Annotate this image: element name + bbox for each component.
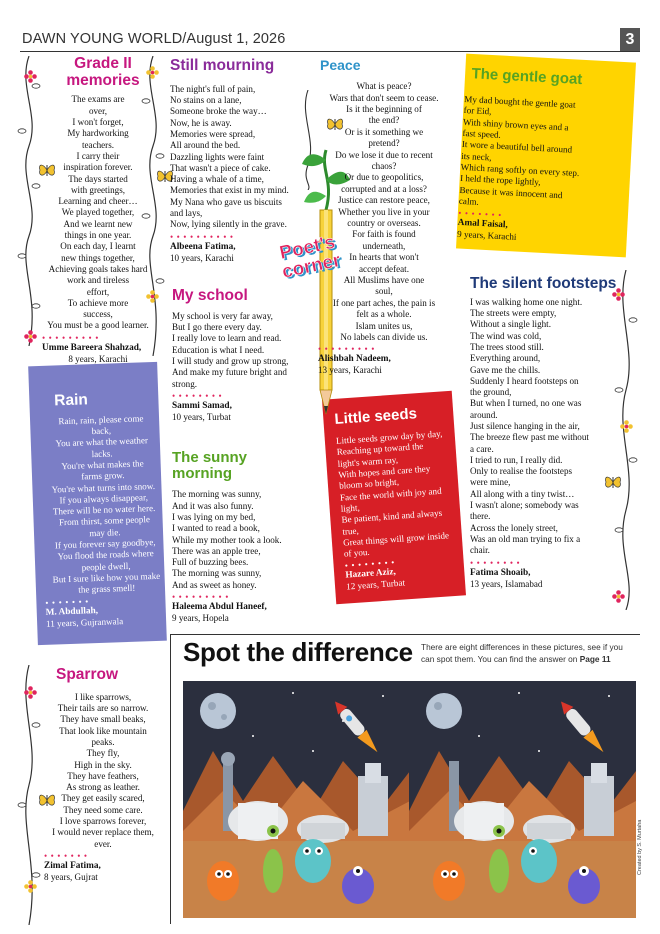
poem-body: My dad bought the gentle goat for Eid, With shiny brown eyes and a fast speed. It wore a beautiful bell around its neck, Which rang softly on every step. I held the rope lightly, Because it was innocent and calm. (458, 94, 580, 207)
flower-icon (24, 880, 37, 893)
poem-title: Sparrow (56, 666, 119, 683)
flower-icon (24, 330, 37, 343)
poem-author-age: 13 years, Karachi (318, 365, 382, 376)
divider-dots: ••••••• (458, 207, 506, 221)
poem-author: Hazare Aziz, (345, 567, 397, 582)
divider-dots: •••••••••• (170, 231, 237, 242)
divider-dots: •••••••• (172, 390, 226, 401)
poem-title: Peace (320, 57, 361, 73)
poem-author: M. Abdullah, (45, 606, 99, 619)
poem-gentle-goat (457, 66, 626, 248)
divider-dots: ••••••• (45, 596, 93, 609)
poem-author-age: 13 years, Islamabad (470, 578, 543, 589)
poem-body: I was walking home one night. The streets were empty, Without a single light. The wind was cold, The trees stood still. Everything around, Gave me the chills. Suddenly I heard footsteps on the ground, But when I turned, no one was around. Just silence hanging in the air, The breeze flew past me without a care. I tried to run, I really did. Only to realise the footsteps were mine, All along with a tiny twist… I wasn't alone; somebody was there. Across the lonely street, Was an old man trying to fix a chair. (470, 296, 589, 556)
poem-body: What is peace? Wars that don't seem to cease. Is it the beginning of the end? Or is it something we pretend? Do we lose it due to recent chaos? Or due to geopolitics, corrupted and at a loss? Justice can restore peace, Whether you live in your country or overseas. For faith is found underneath, In hearts that won't accept defeat. All Muslims have one soul, If one part aches, the pain is felt as a whole. Islam unites us, No labels can divide us. (329, 81, 439, 343)
poem-title: The gentle goat (471, 65, 583, 89)
poem-author: Amal Faisal, (457, 217, 509, 231)
divider-dots: ••••••• (44, 850, 91, 861)
page-number: 3 (620, 28, 640, 51)
poets-corner-text: Poet's corner (277, 231, 343, 283)
poem-my-school (172, 288, 312, 423)
poem-title: Still mourning (170, 57, 275, 74)
poem-title: Rain (53, 391, 89, 410)
poem-sunny-morning (172, 450, 308, 624)
publication-title: DAWN YOUNG WORLD/August 1, 2026 (22, 31, 286, 47)
spot-scene-left[interactable] (183, 681, 410, 918)
poem-sparrow (44, 667, 162, 883)
spot-the-difference-instructions (421, 641, 636, 665)
poem-author-age: 9 years, Hopela (172, 613, 229, 624)
instructions-text: There are eight differences in these pictures, see if you can spot them. You can find the answer on (421, 642, 623, 664)
poem-author-age: 10 years, Karachi (170, 252, 234, 263)
divider-dots: ••••••••• (42, 332, 102, 343)
spot-the-difference-title: Spot the difference (183, 637, 413, 667)
illustration-credit: Created by S. Murtaha (637, 819, 643, 875)
poem-title: Little seeds (333, 405, 418, 428)
poem-body: The morning was sunny, And it was also funny. I was lying on my bed, I wanted to read a book, While my mother took a look. There was an apple tree, Full of buzzing bees. The morning was sunny, And as sweet as honey. (172, 489, 282, 590)
poem-author-age: 8 years, Gujrat (44, 871, 98, 882)
poem-body: The night's full of pain, No stains on a lane, Someone broke the way… Now, he is away. Memories were spread, All around the bed. Dazzling lights were faint That wasn't a piece of cake. Having a whale of a time, Memories that exist in my mind. My Nana who gave us biscuits and lays, Now, lying silently in the grave. (170, 83, 289, 230)
poem-body: Little seeds grow day by day, Reaching up toward the light's warm ray, With hopes and care they bloom so bright, Face the world with joy and light, Be patient, kind and always true, Great things will grow inside of you. (335, 428, 450, 559)
poem-author: Alishbah Nadeem, (318, 354, 391, 365)
poem-rain (38, 390, 170, 631)
spot-scene-right[interactable] (409, 681, 636, 918)
flower-icon (24, 70, 37, 83)
poem-title: My school (172, 287, 248, 304)
divider-dots: ••••••••• (172, 592, 232, 603)
poem-body: My school is very far away, But I go there every day. I really love to learn and read. Education is what I need. I will study and grow up strong, And make my future bright and strong. (172, 310, 289, 389)
poem-title: Grade II memories (66, 55, 140, 89)
divider-dots: •••••••• (470, 557, 524, 568)
poem-body: I like sparrows, Their tails are so narrow. They have small beaks, That look like mountain peaks. They fly, High in the sky. They have feathers, As strong as leather. They get easily scared, They need some care. I love sparrows forever, I would never replace them, ever. (52, 691, 154, 849)
poem-author: Zimal Fatima, (44, 860, 101, 871)
flower-icon (620, 420, 633, 433)
poem-peace (318, 58, 450, 376)
poem-body: The exams are over, I won't forget, My hardworking teachers. I carry their inspiration forever. The days started with greetings, Learning and cheer… We played together, And we learnt new things in one year. On each day, I learnt new things together, Achieving goals takes hard work and tireless effort, To achieve more success, You must be a good learner. (47, 94, 149, 331)
poem-still-mourning (170, 58, 300, 264)
poem-author: Haleema Abdul Haneef, (172, 602, 267, 613)
poem-author-age: 12 years, Turbat (345, 577, 406, 593)
divider-dots: ••••••••• (318, 344, 378, 355)
poem-author: Umme Bareera Shahzad, (42, 342, 142, 353)
poem-author-age: 9 years, Karachi (456, 228, 517, 243)
poem-title: The sunny morning (172, 449, 248, 483)
divider-dots: •••••••• (344, 557, 399, 572)
flower-icon (24, 686, 37, 699)
poem-silent-footsteps (470, 276, 618, 590)
poem-author-age: 11 years, Gujranwala (45, 616, 124, 630)
poem-grade2 (42, 56, 154, 365)
poem-author-age: 10 years, Turbat (172, 411, 231, 422)
poem-author: Fatima Shoaib, (470, 567, 531, 578)
poem-author: Sammi Samad, (172, 400, 232, 411)
poem-title: The silent footsteps (470, 275, 617, 292)
page-header (20, 30, 640, 52)
vine-decoration-left-top (16, 56, 42, 346)
poem-author: Albeena Fatima, (170, 241, 236, 252)
poem-body: Rain, rain, please come back, You are what the weather lacks. You're what makes the farms grow. You're what turns into snow. If you always disappear, There will be no water here. From thirst, some people may die. If you forever say goodbye, You flood the roads where people dwell, But I sure like how you make the grass smell! (51, 413, 161, 595)
poem-author-age: 8 years, Karachi (68, 353, 128, 364)
flower-icon (612, 590, 625, 603)
poem-little-seeds (334, 403, 470, 593)
answer-page-reference: Page 11 (579, 654, 611, 664)
